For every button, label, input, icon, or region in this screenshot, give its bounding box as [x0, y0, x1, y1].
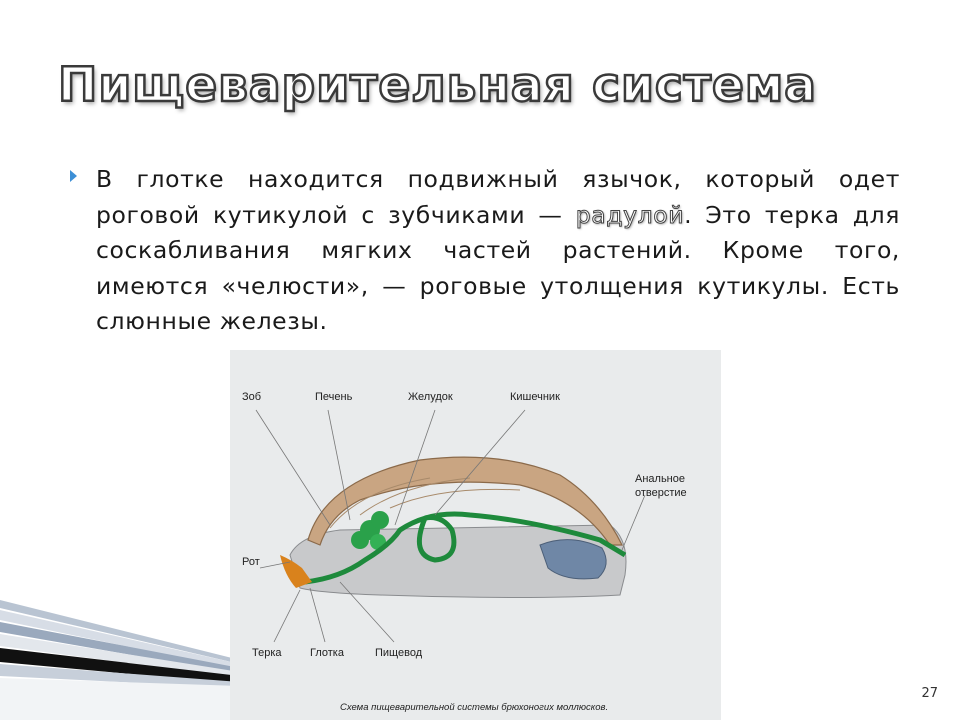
label-stomach: Желудок	[408, 391, 453, 403]
body-text-part2: . Это терка для соскабливания мягких частей растений. Кроме того, имеются «челюсти», — роговые утолщения кутикулы. Есть слюнные железы.	[96, 200, 900, 335]
label-anus-line1: Анальное	[635, 473, 685, 485]
decorative-stripes	[0, 560, 240, 720]
slide-body-text	[96, 162, 900, 340]
label-liver: Печень	[315, 391, 353, 403]
slide-title: Пищеварительная система	[58, 58, 818, 113]
highlighted-term: радулой	[575, 200, 685, 229]
bullet-icon	[70, 170, 77, 182]
snail-digestive-diagram	[230, 350, 721, 720]
label-crop: Зоб	[242, 391, 262, 403]
label-pharynx: Глотка	[310, 647, 344, 659]
label-esophagus: Пищевод	[375, 647, 423, 659]
figure-caption: Схема пищеварительной системы брюхоногих моллюсков.	[340, 702, 609, 713]
label-radula: Терка	[252, 647, 282, 659]
diagram-svg	[230, 350, 721, 720]
label-intestine: Кишечник	[510, 391, 560, 403]
label-anus-line2: отверстие	[635, 487, 687, 499]
page-number: 27	[921, 686, 938, 701]
label-mouth: Рот	[242, 556, 260, 568]
body-text-part1: В глотке находится подвижный язычок, который одет роговой кутикулой с зубчиками —	[96, 165, 900, 229]
